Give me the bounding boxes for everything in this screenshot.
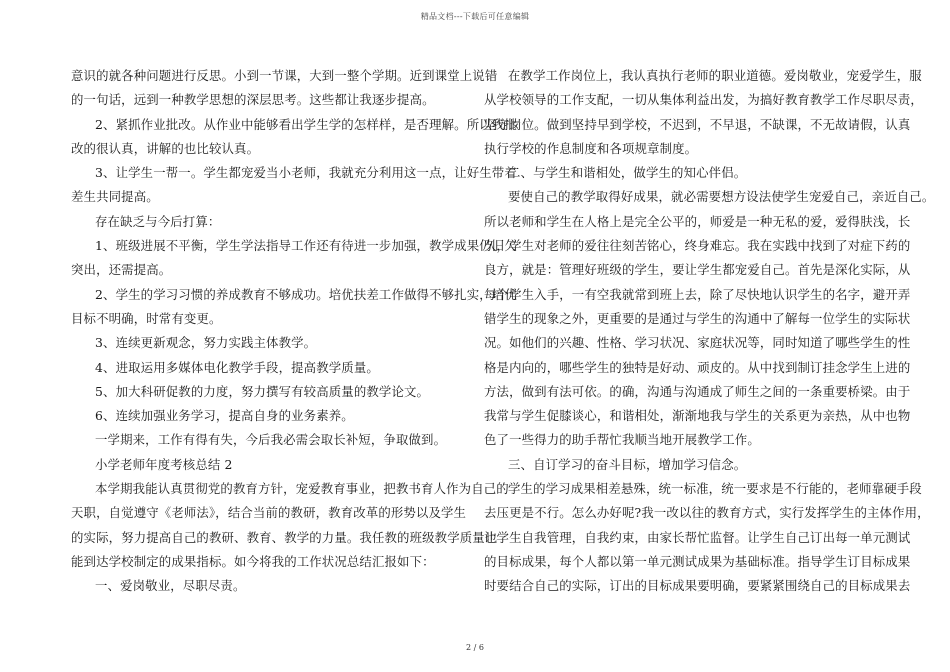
text-line: 1、班级进展不平衡，学生学法指导工作还有待进一步加强，教学成果仍旧欠 — [95, 238, 517, 254]
text-line: 况。如他们的兴趣、性格、学习状况、家庭状况等，同时知道了哪些学生的性 — [484, 335, 911, 351]
text-line: 6、连续加强业务学习，提高自身的业务素养。 — [95, 408, 354, 424]
text-line: 在教学工作岗位上，我认真执行老师的职业道德。爱岗敬业，宠爱学生，服 — [508, 68, 922, 83]
text-line: 4、进取运用多媒体电化教学手段，提高教学质量。 — [95, 359, 379, 375]
text-line: 时要结合自己的实际，订出的目标成果要明确，要紧紧围绕自己的目标成果去 — [484, 578, 911, 594]
text-line: 2、紧抓作业批改。从作业中能够看出学生学的怎样样，是否理解。所以我批 — [95, 116, 517, 132]
page-header: 精品文档---下载后可任意编辑 — [420, 12, 530, 21]
text-line: 良方，就是：管理好班级的学生，要让学生都宠爱自己。首先是深化实际，从 — [484, 262, 911, 278]
text-line: 突出，还需提高。 — [71, 262, 172, 278]
text-line: 每个学生入手，一有空我就常到班上去，除了尽快地认识学生的名字，避开弄 — [484, 286, 911, 302]
text-line: 目标不明确，时常有变更。 — [71, 310, 222, 326]
text-line: 能到达学校制定的成果指标。如今将我的工作状况总结汇报如下： — [71, 553, 435, 569]
page-number: 2 / 6 — [466, 643, 484, 652]
text-line: 小学老师年度考核总结 2 — [95, 456, 233, 472]
text-line: 色了一些得力的助手帮忙我顺当地开展教学工作。 — [484, 432, 760, 448]
text-line: 久，学生对老师的爱往往刻苦铭心，终身难忘。我在实践中找到了对症下药的 — [484, 238, 911, 254]
text-line: 所以老师和学生在人格上是完全公平的，师爱是一种无私的爱，爱得肤浅，长 — [484, 213, 911, 229]
text-line: 方法，做到有法可依。的确，沟通与沟通成了师生之间的一条重要桥梁。由于 — [484, 383, 911, 399]
text-line: 要使自己的教学取得好成果，就必需要想方设法使学生宠爱自己，亲近自己。 — [508, 189, 935, 205]
text-line: 3、让学生一帮一。学生都宠爱当小老师，我就充分利用这一点，让好生带着 — [95, 165, 517, 181]
text-line: 学生的学习成果相差悬殊，统一标准，统一要求是不行能的，老师靠硬手段 — [508, 481, 922, 497]
text-line: 一、爱岗敬业，尽职尽责。 — [95, 578, 246, 594]
right-column — [484, 64, 935, 599]
text-line: 5、加大科研促教的力度，努力撰写有较高质量的教学论文。 — [95, 383, 430, 399]
text-line: 错学生的现象之外，更重要的是通过与学生的沟通中了解每一位学生的实际状 — [484, 310, 911, 326]
text-line: 我常与学生促膝谈心，和谐相处，渐渐地我与学生的关系更为亲热，从中也物 — [484, 408, 911, 424]
text-line: 2、学生的学习习惯的养成教育不够成功。培优扶差工作做得不够扎实，培优 — [95, 286, 517, 302]
text-line: 一学期来，工作有得有失，今后我必需会取长补短，争取做到。 — [95, 432, 447, 448]
text-line: 3、连续更新观念，努力实践主体教学。 — [95, 335, 317, 351]
text-line: 差生共同提高。 — [71, 189, 159, 205]
text-line: 执行学校的作息制度和各项规章制度。 — [484, 140, 698, 156]
text-line: 天职，自觉遵守《老师法》，结合当前的教研，教育改革的形势以及学生 — [71, 505, 467, 521]
text-line: 让学生自我管理，自我约束，由家长帮忙监督。让学生自己订出每一单元测试 — [484, 529, 911, 545]
text-line: 去压更是不行。怎么办好呢?我一改以往的教育方式，实行发挥学生的主体作用， — [484, 505, 930, 521]
text-line: 三、自订学习的奋斗目标，增加学习信念。 — [508, 456, 747, 472]
left-column — [71, 64, 517, 599]
text-line: 的一句话，远到一种教学思想的深层思考。这些都让我逐步提高。 — [71, 92, 435, 108]
text-line: 从学校领导的工作支配，一切从集体利益出发，为搞好教育教学工作尽职尽责， — [484, 92, 923, 108]
text-line: 格是内向的，哪些学生的独特是好动、顽皮的。从中找到制订挂念学生上进的 — [484, 359, 911, 375]
text-line: 改的很认真，讲解的也比较认真。 — [71, 140, 260, 156]
text-line: 本学期我能认真贯彻党的教育方针，宠爱教育事业，把教书育人作为自己的 — [95, 481, 509, 497]
text-line: 坚守岗位。做到坚持早到学校，不迟到，不早退，不缺课，不无故请假，认真 — [484, 116, 911, 132]
text-line: 存在缺乏与今后打算： — [95, 213, 221, 229]
text-line: 的实际，努力提高自己的教研、教育、教学的力量。我任教的班级教学质量也 — [71, 529, 498, 545]
text-line: 的目标成果，每个人都以第一单元测试成果为基础标准。指导学生订目标成果 — [484, 553, 911, 569]
text-line: 意识的就各种问题进行反思。小到一节课，大到一整个学期。近到课堂上说错 — [71, 68, 498, 83]
text-line: 二、与学生和谐相处，做学生的知心伴侣。 — [508, 165, 747, 181]
